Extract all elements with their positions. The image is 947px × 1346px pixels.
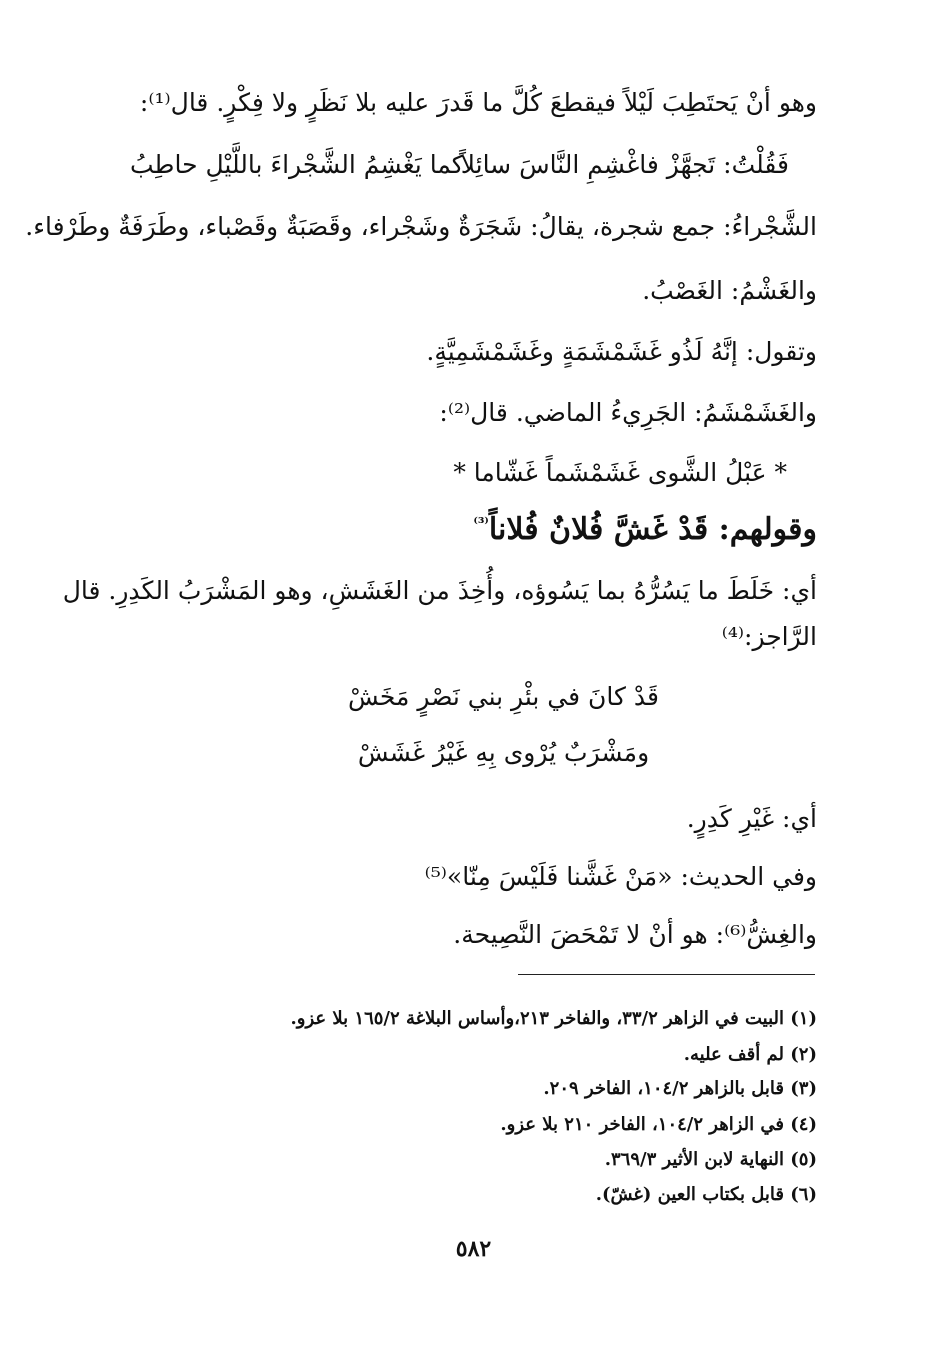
footnote-separator: [518, 974, 815, 975]
rajaz-line-1: قَدْ كانَ في بئْرِ بني نَصْرٍ مَخَشْ: [348, 682, 659, 711]
footnote-6: (٦) قابل بكتاب العين (غشّ).: [595, 1184, 817, 1205]
page-number: ٥٨٢: [455, 1236, 492, 1262]
text-line-13: وفي الحديث: «مَنْ غَشَّنا فَلَيْسَ مِنّا»⁽⁵⁾: [424, 862, 817, 891]
section-heading-text: وقولهم: قَدْ غَشَّ فُلانٌ فُلاناً: [488, 512, 817, 547]
section-heading: [473, 510, 817, 550]
text-line-9: أي: خَلَطَ ما يَسُرُّهُ بما يَسُوؤه، وأُخِذَ من الغَشَشِ، وهو المَشْرَبُ الكَدِرِ. قال: [62, 576, 817, 605]
section-heading-note: ⁽³⁾: [473, 514, 489, 532]
text-line-6: والغَشَمْشَمُ: الجَرِيءُ الماضي. قال⁽²⁾:: [439, 398, 817, 427]
text-line-3: الشَّجْراءُ: جمع شجرة، يقالُ: شَجَرَةٌ وشَجْراء، وقَصَبَةٌ وقَصْباء، وطَرَفَةٌ وطَرْفاء.: [25, 212, 817, 241]
text-line-14: والغِشُّ⁽⁶⁾: هو أنْ لا تَمْحَضَ النَّصِيحة.: [453, 920, 817, 949]
rajaz-quote-line: * عَبْلُ الشَّوى غَشَمْشَماً غَشّاما *: [453, 458, 787, 487]
rajaz-line-2: ومَشْرَبٌ يُرْوى بِهِ غَيْرُ غَشَشْ: [357, 738, 650, 767]
footnote-1: (١) البيت في الزاهر ٣٣/٢، والفاخر ٢١٣،وأساس البلاغة ١٦٥/٢ بلا عزو.: [290, 1008, 817, 1029]
text-line-12: أي: غَيْرِ كَدِرٍ.: [686, 804, 817, 833]
text-line-1: وهو أنْ يَحتَطِبَ لَيْلاً فيقطعَ كُلَّ ما قَدرَ عليه بلا نَظَرٍ ولا فِكْرٍ. قال⁽¹⁾:: [139, 88, 817, 117]
footnote-5: (٥) النهاية لابن الأثير ٣٦٩/٣.: [604, 1149, 817, 1170]
text-line-10: الرَّاجز:⁽⁴⁾: [721, 622, 817, 651]
verse-second-hemistich: كما يَغْشِمُ الشَّجْراءَ باللَّيْلِ حاطِبُ: [130, 150, 464, 179]
footnote-4: (٤) في الزاهر ١٠٤/٢، الفاخر ٢١٠ بلا عزو.: [500, 1114, 817, 1135]
verse-first-hemistich: فَقُلْتُ: تَجهَّزْ فاغْشِمِ النَّاسَ سائِلاً: [460, 150, 789, 179]
text-line-5: وتقول: إنَّهُ لَذُو غَشَمْشَمَةٍ وغَشَمْشَمِيَّةٍ.: [426, 337, 817, 366]
text-line-4: والغَشْمُ: الغَصْبُ.: [642, 276, 817, 305]
footnote-2: (٢) لم أقف عليه.: [683, 1044, 817, 1065]
footnote-3: (٣) قابل بالزاهر ١٠٤/٢، الفاخر ٢٠٩.: [543, 1078, 817, 1099]
